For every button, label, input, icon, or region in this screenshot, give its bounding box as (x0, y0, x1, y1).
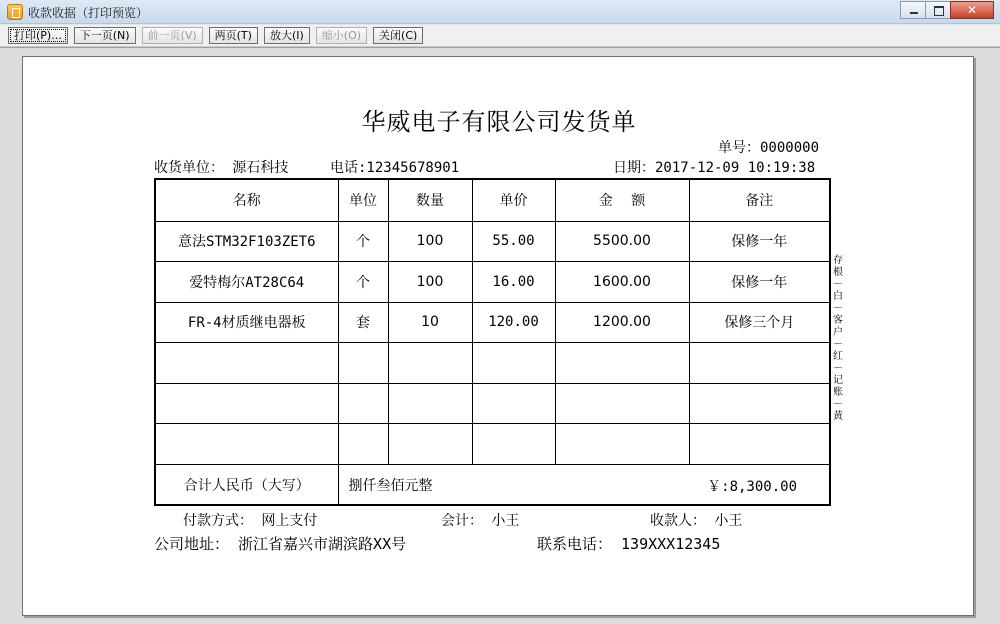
cell-amount: 1600.00 (555, 262, 689, 303)
cell-unit (338, 383, 388, 424)
minimize-button[interactable] (900, 1, 926, 19)
cell-remark (689, 424, 830, 465)
print-button[interactable]: 打印(P)... (8, 27, 68, 44)
cell-price (472, 424, 555, 465)
table-row (155, 424, 830, 465)
cell-remark: 保修一年 (689, 262, 830, 303)
cell-unit: 套 (338, 302, 388, 343)
cell-name (155, 343, 338, 384)
cell-unit: 个 (338, 262, 388, 303)
cell-quantity (388, 383, 472, 424)
col-header-amount: 金 额 (555, 179, 689, 221)
issue-date: 日期：2017-12-09 10:19:38 (613, 160, 816, 176)
cell-quantity: 100 (388, 262, 472, 303)
col-header-quantity: 数量 (388, 179, 472, 221)
col-header-remark: 备注 (689, 179, 830, 221)
cell-remark: 保修三个月 (689, 302, 830, 343)
col-header-name: 名称 (155, 179, 338, 221)
cell-name (155, 383, 338, 424)
items-table (154, 178, 831, 506)
cell-quantity (388, 343, 472, 384)
cell-remark (689, 383, 830, 424)
copy-distribution-note: 存根－白－客户－红－记账－黄 (833, 255, 843, 422)
close-window-button[interactable] (950, 1, 994, 19)
payee: 收款人： 小王 (650, 513, 743, 529)
table-row (155, 302, 830, 343)
two-pages-button[interactable]: 两页(T) (209, 27, 258, 44)
table-row (155, 383, 830, 424)
cell-unit (338, 343, 388, 384)
window-title: 收款收据（打印预览） (28, 6, 149, 20)
zoom-out-button[interactable]: 缩小(O) (316, 27, 367, 44)
cell-price: 55.00 (472, 221, 555, 262)
cell-remark: 保修一年 (689, 221, 830, 262)
cell-name: 爱特梅尔AT28C64 (155, 262, 338, 303)
cell-quantity (388, 424, 472, 465)
cell-quantity: 100 (388, 221, 472, 262)
table-row (155, 262, 830, 303)
col-header-unit: 单位 (338, 179, 388, 221)
prev-page-button[interactable]: 前一页(V) (142, 27, 203, 44)
table-header-row (155, 179, 830, 221)
contact-phone: 联系电话： 139XXX12345 (537, 535, 721, 553)
next-page-button[interactable]: 下一页(N) (74, 27, 136, 44)
maximize-button[interactable] (925, 1, 951, 19)
document-title: 华威电子有限公司发货单 (361, 108, 637, 136)
cell-unit: 个 (338, 221, 388, 262)
cell-quantity: 10 (388, 302, 472, 343)
cell-amount: 5500.00 (555, 221, 689, 262)
receiver: 收货单位： 源石科技 (154, 160, 289, 176)
col-header-price: 单价 (472, 179, 555, 221)
company-address: 公司地址： 浙江省嘉兴市湖滨路XX号 (154, 535, 407, 553)
table-row (155, 343, 830, 384)
close-icon: ✕ (966, 3, 978, 17)
cell-amount (555, 383, 689, 424)
cell-name: 意法STM32F103ZET6 (155, 221, 338, 262)
total-row (155, 465, 830, 506)
receiver-phone: 电话:12345678901 (330, 160, 460, 176)
total-amount: ￥:8,300.00 (707, 479, 797, 496)
preview-area[interactable] (0, 47, 1000, 624)
cell-price (472, 343, 555, 384)
cell-price: 16.00 (472, 262, 555, 303)
title-bar (0, 0, 1000, 24)
payment-method: 付款方式： 网上支付 (183, 513, 318, 529)
app-icon (7, 4, 23, 20)
cell-name: FR-4材质继电器板 (155, 302, 338, 343)
table-row (155, 221, 830, 262)
accountant: 会计： 小王 (441, 513, 520, 529)
cell-amount: 1200.00 (555, 302, 689, 343)
cell-remark (689, 343, 830, 384)
cell-price (472, 383, 555, 424)
close-preview-button[interactable]: 关闭(C) (373, 27, 423, 44)
total-words: 捌仟叁佰元整 (348, 477, 433, 494)
paper-page (22, 56, 974, 616)
preview-toolbar (0, 25, 1000, 47)
cell-amount (555, 424, 689, 465)
total-cell (338, 465, 830, 506)
total-label: 合计人民币（大写） (155, 465, 338, 506)
cell-unit (338, 424, 388, 465)
order-number: 单号：0000000 (718, 140, 820, 156)
zoom-in-button[interactable]: 放大(I) (264, 27, 310, 44)
cell-name (155, 424, 338, 465)
cell-price: 120.00 (472, 302, 555, 343)
cell-amount (555, 343, 689, 384)
